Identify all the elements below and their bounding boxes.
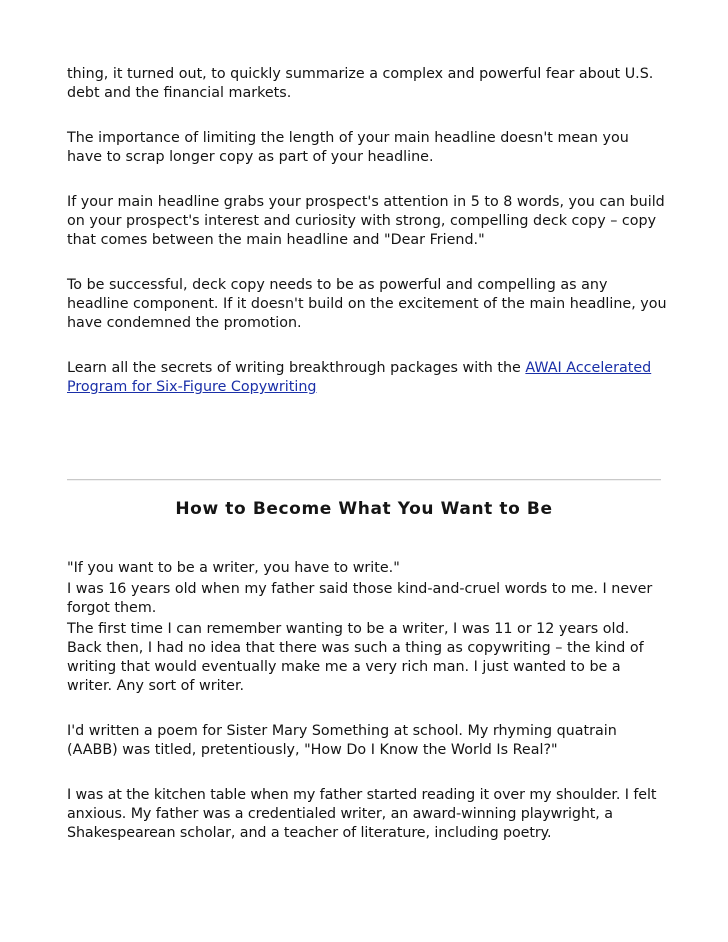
paragraph-first-time: The first time I can remember wanting to be a writer, I was 11 or 12 years old. Back then, I had no idea that there was such a thing as copywriting – the kind of writing that would eventually make me a very rich man. I just wanted to be a writer. Any sort of writer. [67, 621, 644, 694]
paragraph-headline-length: The importance of limiting the length of your main headline doesn't mean you have to scrap longer copy as part of your headline. [67, 130, 629, 165]
paragraph-quote: "If you want to be a writer, you have to write." [67, 560, 400, 576]
article-bottom [67, 559, 667, 843]
paragraph-age-16: I was 16 years old when my father said those kind-and-cruel words to me. I never forgot them. [67, 581, 653, 616]
article-top [67, 65, 667, 397]
paragraph-learn-secrets [67, 359, 667, 397]
learn-secrets-text: Learn all the secrets of writing breakthrough packages with the [67, 360, 526, 376]
paragraph-kitchen-table: I was at the kitchen table when my father started reading it over my shoulder. I felt anxious. My father was a credentialed writer, an award-winning playwright, a Shakespearean scholar, and a teacher of literature, including poetry. [67, 787, 657, 841]
section-divider [67, 479, 661, 481]
paragraph-debt-fear: thing, it turned out, to quickly summarize a complex and powerful fear about U.S. debt and the financial markets. [67, 66, 654, 101]
paragraph-deck-success: To be successful, deck copy needs to be as powerful and compelling as any headline component. If it doesn't build on the excitement of the main headline, you have condemned the promotion. [67, 277, 667, 331]
awai-program-link[interactable]: AWAI Accelerated Program for Six-Figure Copywriting [67, 360, 652, 395]
section-heading: How to Become What You Want to Be [175, 499, 553, 519]
paragraph-deck-copy: If your main headline grabs your prospect's attention in 5 to 8 words, you can build on your prospect's interest and curiosity with strong, compelling deck copy – copy that comes between the main headline and "Dear Friend." [67, 194, 665, 248]
paragraph-poem: I'd written a poem for Sister Mary Something at school. My rhyming quatrain (AABB) was titled, pretentiously, "How Do I Know the World Is Real?" [67, 723, 617, 758]
